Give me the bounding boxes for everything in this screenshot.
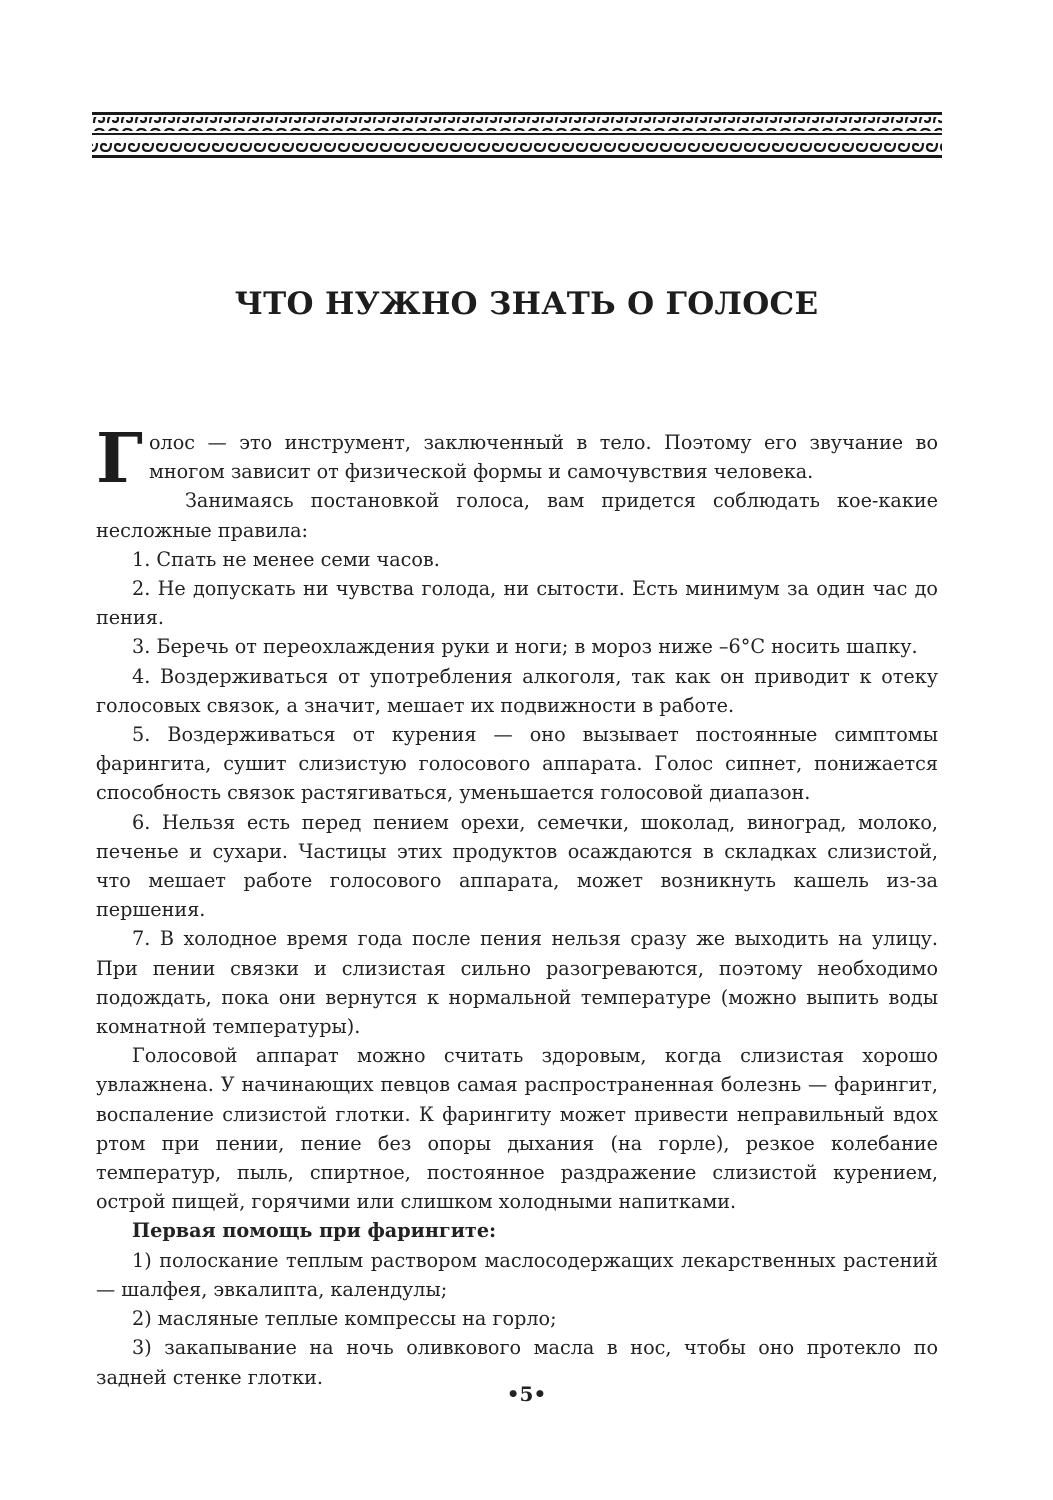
page-title: ЧТО НУЖНО ЗНАТЬ О ГОЛОСЕ [234, 286, 819, 322]
rule-item: 6. Нельзя есть перед пением орехи, семечки, шоколад, виноград, молоко, печенье и сухари. Частицы этих продуктов осаждаются в складках слизистой, что мешает работе голосового аппарата, может возникнуть кашель из-за першения. [96, 810, 938, 922]
rule-item: 5. Воздерживаться от курения — оно вызывает постоянные симптомы фарингита, сушит слизистую голосового аппарата. Голос сипнет, понижается способность связок растягиваться, уменьшается голосовой диапазон. [96, 723, 938, 805]
intro-text: олос — это инструмент, заключенный в тело. Поэтому его звучание во многом зависит от физической формы и самочувствия человека. [148, 431, 938, 484]
page-number: •5• [506, 1382, 547, 1406]
decorative-border-ornament [92, 112, 942, 162]
rule-item: 2. Не допускать ни чувства голода, ни сытости. Есть минимум за один час до пения. [96, 577, 938, 630]
rule-item: 4. Воздерживаться от употребления алкоголя, так как он приводит к отеку голосовых связок, а значит, мешает их подвижности в работе. [96, 664, 938, 717]
first-aid-item: 2) масляные теплые компрессы на горло; [132, 1307, 557, 1331]
paragraph: Голосовой аппарат можно считать здоровым, когда слизистая хорошо увлажнена. У начинающих певцов самая распространенная болезнь — фарингит, воспаление слизистой глотки. К фарингиту может привести неправильный вдох ртом при пении, пение без опоры дыхания (на горле), резкое колебание температур, пыль, спиртное, постоянное раздражение слизистой курением, острой пищей, горячими или слишком холодными напитками. [96, 1044, 938, 1214]
rule-item: 1. Спать не менее семи часов. [132, 547, 440, 571]
intro-paragraph [96, 419, 938, 499]
rule-item: 7. В холодное время года после пения нельзя сразу же выходить на улицу. При пении связки и слизистая сильно разогреваются, поэтому необходимо подождать, пока они вернутся к нормальной температуре (можно выпить воды комнатной температуры). [96, 927, 938, 1039]
first-aid-item: 3) закапывание на ночь оливкового масла в нос, чтобы оно протекло по задней стенке глотки. [96, 1336, 938, 1389]
paragraph: Занимаясь постановкой голоса, вам придется соблюдать кое-какие несложные правила: [96, 489, 938, 542]
rule-item: 3. Беречь от переохлаждения руки и ноги; в мороз ниже –6°С носить шапку. [132, 635, 918, 659]
first-aid-heading: Первая помощь при фарингите: [132, 1219, 497, 1243]
drop-cap: Г [96, 419, 143, 499]
first-aid-item: 1) полоскание теплым раствором маслосодержащих лекарственных растений — шалфея, эвкалипта, календулы; [96, 1248, 938, 1301]
body-text [96, 419, 938, 1392]
